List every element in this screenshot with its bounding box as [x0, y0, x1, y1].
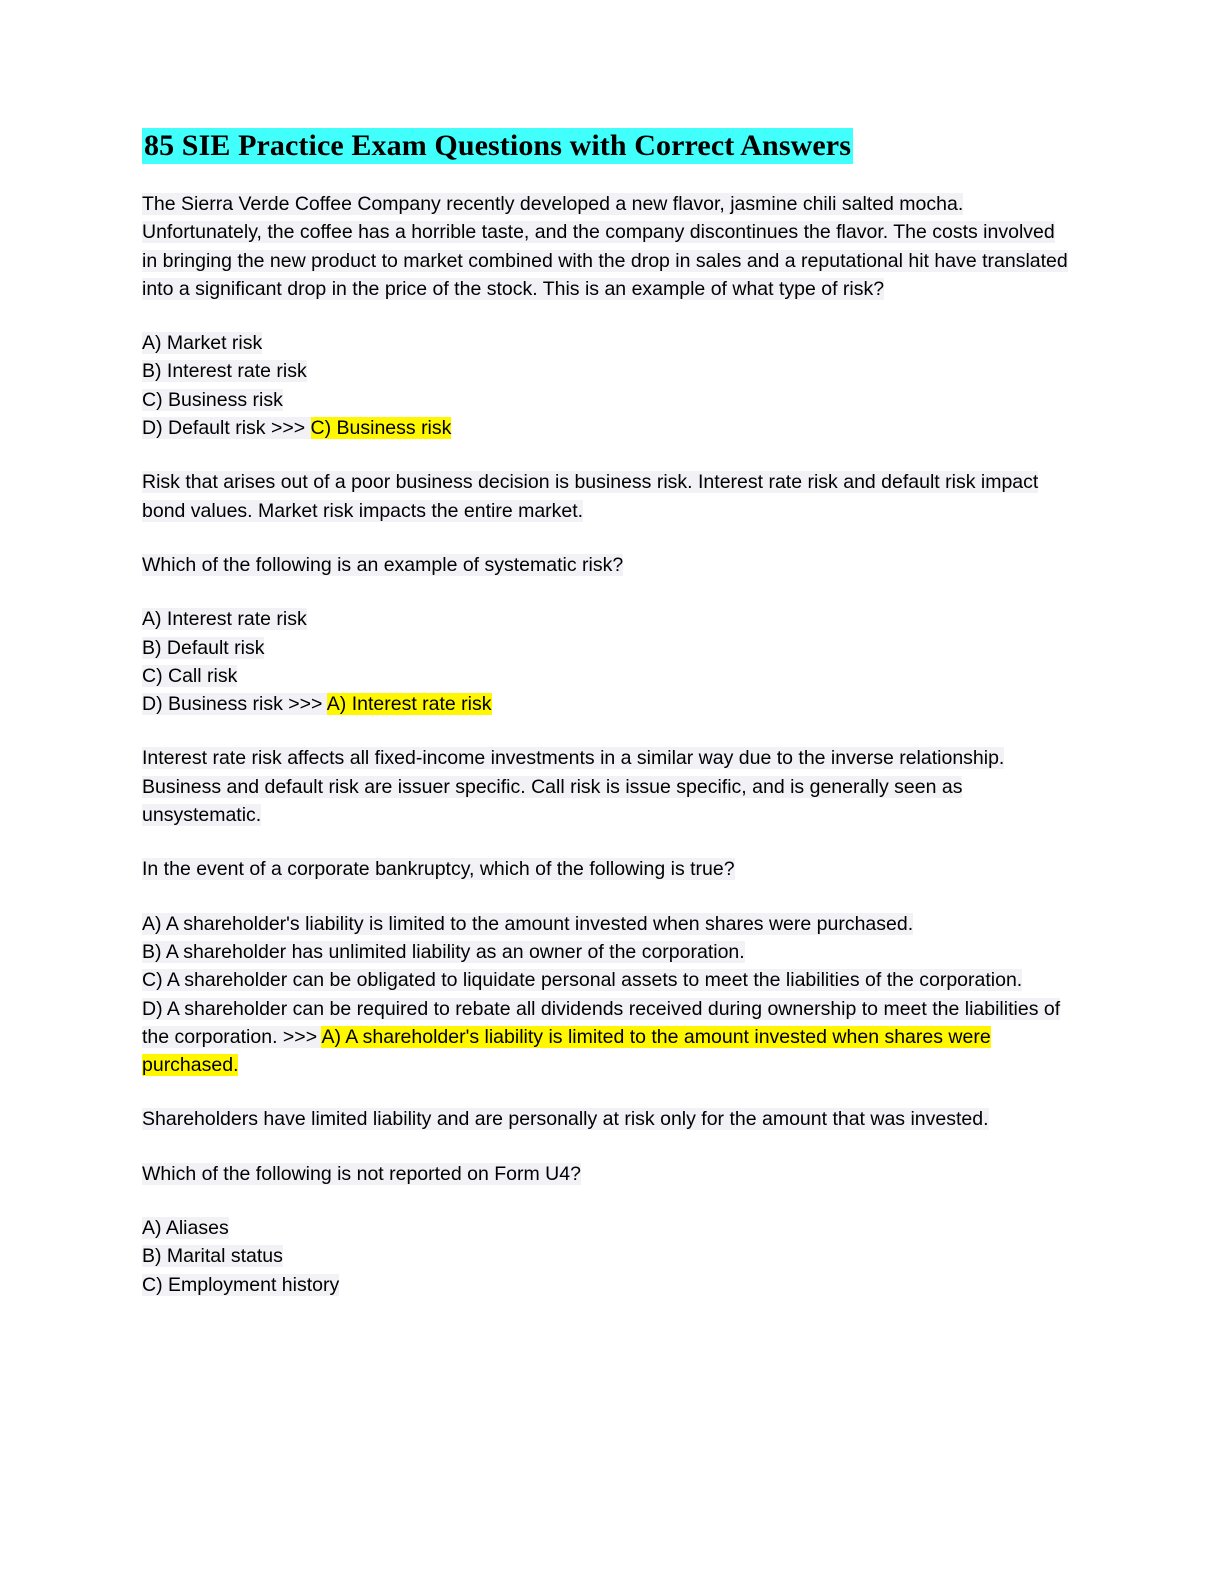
question-3-options	[142, 910, 1072, 1080]
option-b: B) Marital status	[142, 1245, 283, 1268]
question-2-options	[142, 605, 1072, 718]
option-b: B) Default risk	[142, 636, 265, 659]
option-b: B) Interest rate risk	[142, 360, 307, 383]
question-4-stem: Which of the following is not reported on Form U4?	[142, 1162, 581, 1185]
page-title	[142, 128, 1076, 164]
option-d-with-answer: D) Default risk >>> C) Business risk	[142, 417, 452, 440]
page-title-text: 85 SIE Practice Exam Questions with Correct Answers	[144, 129, 851, 162]
option-d-with-answer: D) A shareholder can be required to rebate all dividends received during ownership to meet the liabilities of the corporation. >>> A) A shareholder's liability is limited to the amount invested when shares were purchased.	[142, 997, 1061, 1077]
option-a: A) Aliases	[142, 1217, 229, 1240]
option-d-with-answer: D) Business risk >>> A) Interest rate risk	[142, 693, 492, 716]
question-1-stem-text: The Sierra Verde Coffee Company recently developed a new flavor, jasmine chili salted mocha. Unfortunately, the coffee has a horrible taste, and the company discontinues the flavor. The costs involved in bringing the new product to market combined with the drop in sales and a reputational hit have translated into a significant drop in the price of the stock. This is an example of what type of risk?	[142, 193, 1068, 300]
option-a: A) A shareholder's liability is limited to the amount invested when shares were purchased.	[142, 912, 914, 935]
option-c: C) Call risk	[142, 664, 238, 687]
question-1-stem	[142, 190, 1072, 303]
option-c: C) Business risk	[142, 388, 283, 411]
question-3-stem: In the event of a corporate bankruptcy, which of the following is true?	[142, 858, 735, 881]
question-3-answer: A) A shareholder's liability is limited to the amount invested when shares were purchased.	[142, 1025, 991, 1077]
option-a: A) Interest rate risk	[142, 608, 307, 631]
option-a: A) Market risk	[142, 332, 263, 355]
question-2-explanation: Interest rate risk affects all fixed-income investments in a similar way due to the inverse relationship. Business and default risk are issuer specific. Call risk is issue specific, and is generally seen as unsystematic.	[142, 747, 1005, 827]
option-c: C) Employment history	[142, 1273, 340, 1296]
option-c: C) A shareholder can be obligated to liquidate personal assets to meet the liabilities of the corporation.	[142, 969, 1023, 992]
question-2-stem: Which of the following is an example of systematic risk?	[142, 553, 624, 576]
option-b: B) A shareholder has unlimited liability as an owner of the corporation.	[142, 940, 745, 963]
question-2-answer: A) Interest rate risk	[326, 693, 492, 716]
question-1-options	[142, 329, 1072, 442]
question-1-answer: C) Business risk	[310, 417, 452, 440]
question-3-explanation: Shareholders have limited liability and are personally at risk only for the amount that was invested.	[142, 1108, 989, 1131]
question-4-options	[142, 1214, 1072, 1299]
question-1-explanation: Risk that arises out of a poor business decision is business risk. Interest rate risk and default risk impact bond values. Market risk impacts the entire market.	[142, 471, 1039, 522]
